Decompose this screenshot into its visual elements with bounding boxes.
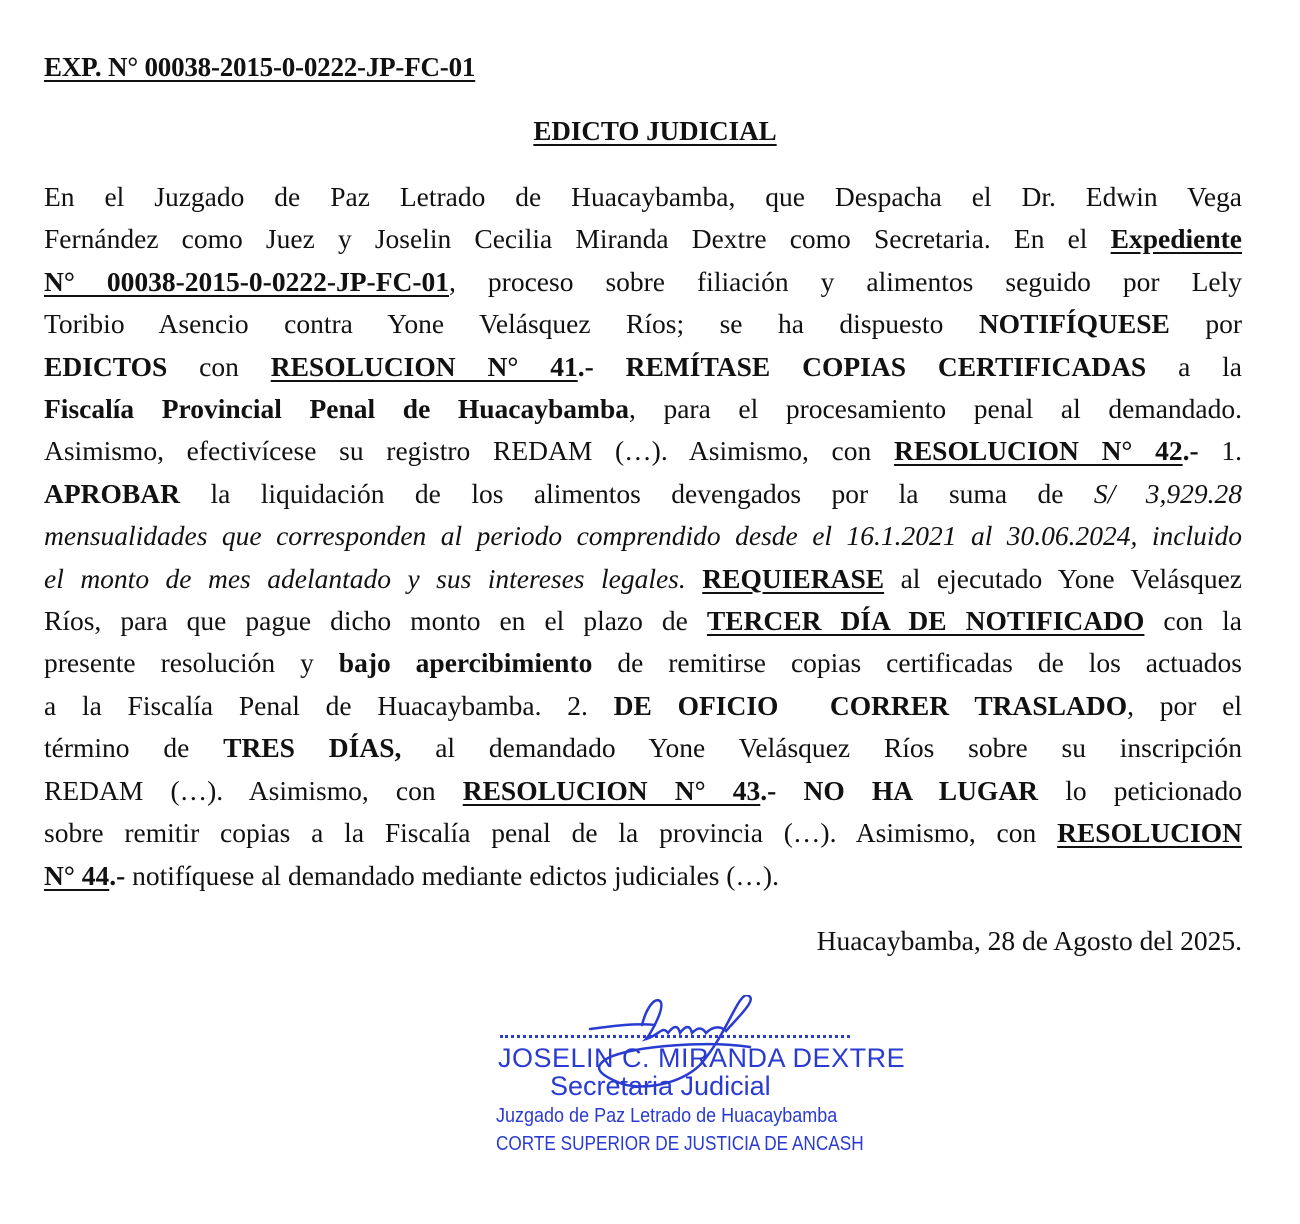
body-line (44, 685, 1242, 727)
text: término de (44, 732, 190, 764)
stamp-court: Juzgado de Paz Letrado de Huacaybamba (496, 1105, 838, 1127)
handwritten-signature-icon (550, 995, 790, 1105)
text: REDAM (…). Asimismo, con (44, 774, 436, 806)
body-line (44, 473, 1242, 515)
italic-text: mensualidades que corresponden al periodo comprendido desde el 16.1.2021 al 30.06.2024, incluido (44, 520, 1242, 552)
text: Toribio Asencio contra Yone Velásquez Ríos; se ha dispuesto (44, 308, 944, 340)
italic-text: el monto de mes adelantado y sus intereses legales. (44, 562, 686, 594)
stamp-role: Secretaria Judicial (550, 1071, 771, 1101)
stamp-name: JOSELIN C. MIRANDA DEXTRE (498, 1043, 906, 1073)
bold-text: .- (109, 859, 126, 891)
resolution-43: RESOLUCION N° 43 (462, 774, 761, 806)
text: de remitirse copias certificadas de los actuados (592, 647, 1242, 679)
body-line (44, 812, 1242, 854)
bold-text: bajo apercibimiento (338, 647, 593, 679)
bold-text: APROBAR (44, 477, 180, 509)
text: notifíquese al demandado mediante edictos judiciales (…). (125, 859, 779, 891)
expediente-number: EXP. N° 00038-2015-0-0222-JP-FC-01 (44, 52, 476, 82)
body-line (44, 303, 1242, 345)
text: con (199, 350, 239, 382)
text: con la (1144, 605, 1242, 637)
bold-text: REQUIERASE (702, 562, 885, 594)
body-line (44, 727, 1242, 769)
text: sobre remitir copias a la Fiscalía penal de la provincia (…). Asimismo, con (44, 817, 1037, 849)
bold-text: .- (1182, 435, 1199, 467)
resolution-41: RESOLUCION N° 41 (270, 350, 578, 382)
bold-text: .- NO HA LUGAR (760, 774, 1039, 806)
bold-text: Fiscalía Provincial Penal de Huacaybamba (44, 393, 629, 425)
document-title: EDICTO JUDICIAL (533, 116, 777, 146)
resolution-44-label: RESOLUCION (1057, 817, 1243, 849)
expediente-ref: N° 00038-2015-0-0222-JP-FC-01 (44, 265, 450, 297)
text: , proceso sobre filiación y alimentos seguido por Lely (449, 265, 1242, 297)
body-line (44, 261, 1242, 303)
text: , para el procesamiento penal al demandado. (629, 393, 1242, 425)
text: presente resolución y (44, 647, 314, 679)
text: Asimismo, efectivícese su registro REDAM (…). Asimismo, con (44, 435, 872, 467)
body-line (44, 388, 1242, 430)
text: lo peticionado (1038, 774, 1243, 806)
body-line (44, 430, 1242, 472)
resolution-44-number: N° 44 (44, 859, 110, 891)
text: Ríos, para que pague dicho monto en el plazo de (44, 605, 688, 637)
text: por (1205, 308, 1242, 340)
text: al ejecutado Yone Velásquez (884, 562, 1243, 594)
resolution-42: RESOLUCION N° 42 (893, 435, 1183, 467)
text: a la Fiscalía Penal de Huacaybamba. 2. (44, 689, 588, 721)
text: 1. (1198, 435, 1243, 467)
text: , por el (1127, 689, 1242, 721)
body-line (44, 642, 1242, 684)
body-line (44, 176, 1242, 218)
body-line (44, 346, 1242, 388)
text: a la (1178, 350, 1242, 382)
bold-text: TERCER DÍA DE NOTIFICADO (706, 605, 1145, 637)
text: En el Juzgado de Paz Letrado de Huacaybamba, que Despacha el Dr. Edwin Vega (44, 181, 1242, 212)
bold-text: NOTIFÍQUESE (978, 308, 1170, 340)
text: al demandado Yone Velásquez Ríos sobre su inscripción (401, 732, 1242, 764)
edict-body (44, 176, 1242, 897)
stamp-superior-court: CORTE SUPERIOR DE JUSTICIA DE ANCASH (496, 1133, 864, 1155)
bold-text: TRES DÍAS, (223, 732, 402, 764)
expediente-label: Expediente (1110, 223, 1242, 255)
date-line: Huacaybamba, 28 de Agosto del 2025. (816, 925, 1242, 956)
body-line (44, 558, 1242, 600)
amount: S/ 3,929.28 (1093, 477, 1243, 509)
body-line (44, 515, 1242, 557)
body-line (44, 855, 1242, 897)
body-line (44, 218, 1242, 260)
body-line (44, 600, 1242, 642)
text: Fernández como Juez y Joselin Cecilia Miranda Dextre como Secretaria. En el (44, 223, 1088, 255)
bold-text: DE OFICIO CORRER TRASLADO (613, 689, 1128, 721)
bold-text: EDICTOS (44, 350, 168, 382)
bold-text: .- REMÍTASE COPIAS CERTIFICADAS (577, 350, 1147, 382)
text: la liquidación de los alimentos devengados por la suma de (179, 477, 1064, 509)
secretary-stamp (490, 995, 906, 1185)
body-line (44, 770, 1242, 812)
